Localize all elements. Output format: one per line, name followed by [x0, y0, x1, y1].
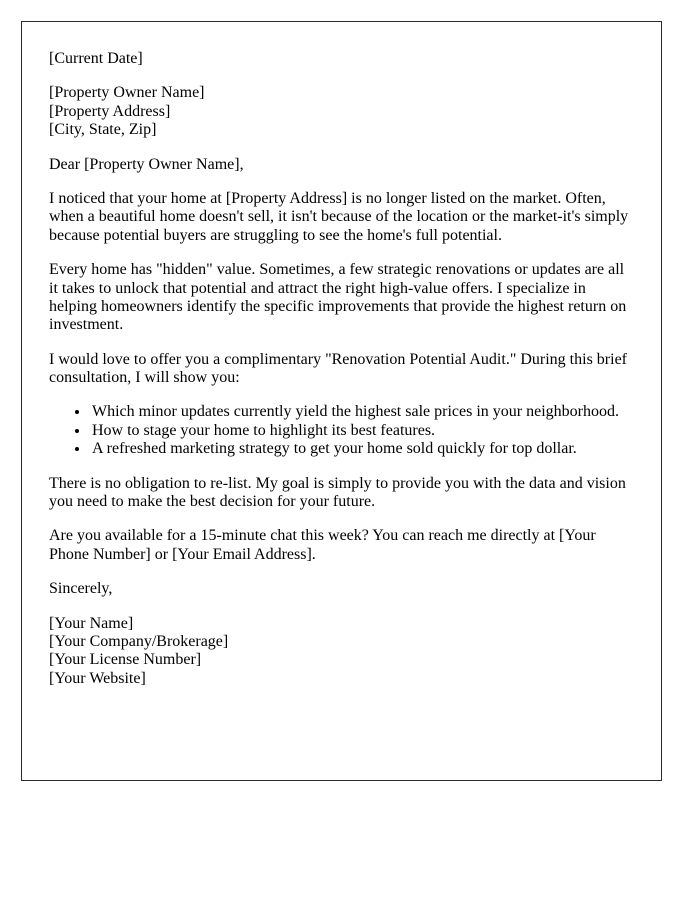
body-paragraph: There is no obligation to re-list. My goal is simply to provide you with the data and vision you need to make the best decision for your future.: [49, 474, 626, 511]
body-paragraph: Every home has "hidden" value. Sometimes, a few strategic renovations or updates are all it takes to unlock that potential and attract the right high-value offers. I specialize in helping homeowners identify the specific improvements that provide the highest return on investment.: [49, 261, 627, 334]
body-paragraph: I noticed that your home at [Property Address] is no longer listed on the market. Often, when a beautiful home doesn't sell, it isn't because of the location or the market-it's simply because potential buyers are struggling to see the home's full potential.: [49, 189, 629, 244]
closing-line: Sincerely,: [49, 580, 113, 598]
body-paragraph: I would love to offer you a complimentary "Renovation Potential Audit." During this brief consultation, I will show you:: [49, 350, 627, 387]
signature-line: [Your License Number]: [49, 651, 202, 669]
signature-line: [Your Company/Brokerage]: [49, 632, 229, 650]
letter-page: [21, 21, 662, 781]
recipient-line: [City, State, Zip]: [49, 121, 157, 139]
signature-block: [49, 615, 633, 689]
salutation: Dear [Property Owner Name],: [49, 155, 244, 173]
benefit-item: • How to stage your home to highlight its best features.: [90, 422, 633, 440]
recipient-line: [Property Owner Name]: [49, 84, 205, 102]
recipient-line: [Property Address]: [49, 102, 171, 120]
signature-line: [Your Name]: [49, 614, 134, 632]
benefits-list: [49, 403, 633, 458]
benefit-item: • Which minor updates currently yield the highest sale prices in your neighborhood.: [90, 403, 633, 421]
signature-line: [Your Website]: [49, 669, 146, 687]
body-paragraph: Are you available for a 15-minute chat this week? You can reach me directly at [Your Phone Number] or [Your Email Address].: [49, 527, 596, 563]
recipient-block: [49, 84, 633, 139]
date-line: [Current Date]: [49, 50, 143, 67]
benefit-item: • A refreshed marketing strategy to get your home sold quickly for top dollar.: [90, 440, 633, 458]
